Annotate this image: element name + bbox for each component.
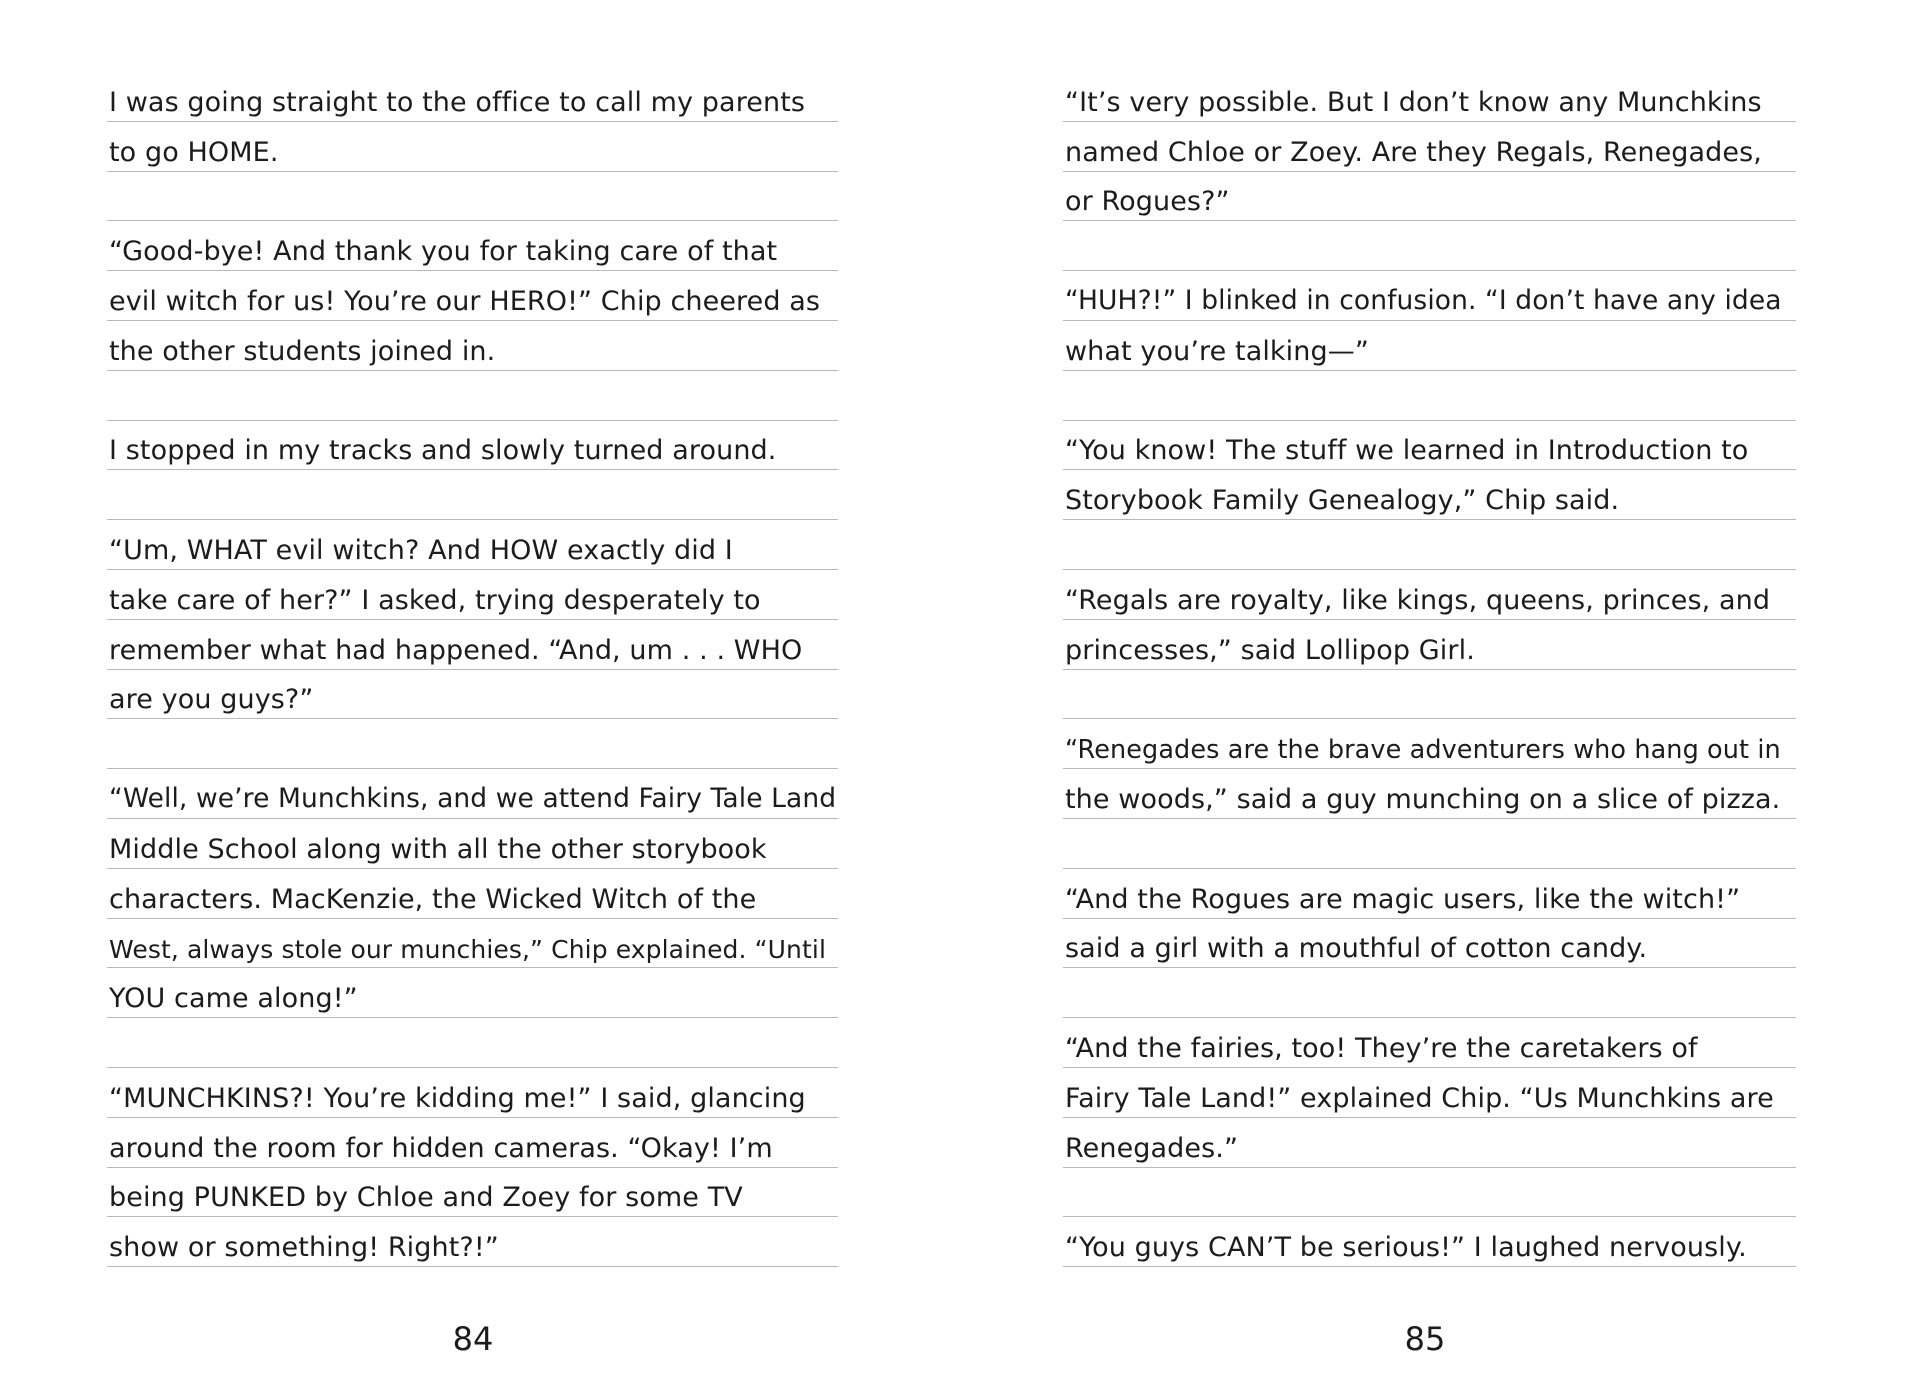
ruled-line — [107, 919, 838, 969]
ruled-line — [1063, 620, 1796, 670]
text-line: YOU came along!” — [109, 983, 358, 1015]
ruled-line — [1063, 1168, 1796, 1218]
ruled-line — [107, 968, 838, 1018]
text-line: “Well, we’re Munchkins, and we attend Fairy Tale Land — [109, 783, 837, 815]
text-line: “And the fairies, too! They’re the caretakers of — [1065, 1032, 1698, 1064]
text-line: “Regals are royalty, like kings, queens, princes, and — [1065, 584, 1771, 616]
text-line: I stopped in my tracks and slowly turned around. — [109, 435, 777, 467]
ruled-line — [107, 520, 838, 570]
text-line: “You guys CAN’T be serious!” I laughed nervously. — [1065, 1232, 1747, 1264]
ruled-line — [1063, 670, 1796, 720]
text-line: “Good-bye! And thank you for taking care of that — [109, 236, 778, 268]
ruled-line — [1063, 819, 1796, 869]
text-line: “It’s very possible. But I don’t know any Munchkins — [1065, 86, 1762, 118]
ruled-line — [107, 122, 838, 172]
text-line: said a girl with a mouthful of cotton candy. — [1065, 933, 1648, 965]
ruled-line — [107, 72, 838, 122]
ruled-line — [1063, 570, 1796, 620]
text-line: Middle School along with all the other storybook — [109, 833, 767, 865]
ruled-line — [107, 271, 838, 321]
text-line: or Rogues?” — [1065, 186, 1230, 218]
ruled-line — [1063, 869, 1796, 919]
text-line: being PUNKED by Chloe and Zoey for some TV — [109, 1182, 743, 1214]
text-line: the other students joined in. — [109, 335, 496, 367]
ruled-line — [107, 172, 838, 222]
right-page — [960, 0, 1921, 1396]
ruled-line — [1063, 919, 1796, 969]
ruled-line — [107, 570, 838, 620]
ruled-line — [1063, 371, 1796, 421]
text-line: “HUH?!” I blinked in confusion. “I don’t have any idea — [1065, 285, 1782, 317]
text-line: princesses,” said Lollipop Girl. — [1065, 634, 1475, 666]
text-line: Storybook Family Genealogy,” Chip said. — [1065, 485, 1620, 517]
text-line: take care of her?” I asked, trying desperately to — [109, 584, 761, 616]
ruled-line — [107, 421, 838, 471]
ruled-line — [1063, 72, 1796, 122]
right-page-lines — [1063, 72, 1796, 1267]
text-line: I was going straight to the office to call my parents — [109, 86, 806, 118]
text-line: “Renegades are the brave adventurers who hang out in — [1065, 734, 1781, 765]
ruled-line — [107, 371, 838, 421]
text-line: characters. MacKenzie, the Wicked Witch of the — [109, 883, 757, 915]
ruled-line — [1063, 1217, 1796, 1267]
ruled-line — [107, 769, 838, 819]
text-line: “You know! The stuff we learned in Introduction to — [1065, 435, 1749, 467]
ruled-line — [1063, 719, 1796, 769]
left-page-number: 84 — [452, 1320, 494, 1358]
text-line: show or something! Right?!” — [109, 1232, 499, 1264]
text-line: are you guys?” — [109, 684, 314, 716]
ruled-line — [1063, 271, 1796, 321]
ruled-line — [107, 819, 838, 869]
text-line: to go HOME. — [109, 136, 279, 168]
ruled-line — [107, 670, 838, 720]
text-line: the woods,” said a guy munching on a slice of pizza. — [1065, 783, 1781, 815]
text-line: “MUNCHKINS?! You’re kidding me!” I said, glancing — [109, 1082, 806, 1114]
ruled-line — [107, 1217, 838, 1267]
ruled-line — [107, 1168, 838, 1218]
text-line: West, always stole our munchies,” Chip explained. “Until — [109, 935, 827, 965]
ruled-line — [107, 869, 838, 919]
ruled-line — [1063, 421, 1796, 471]
ruled-line — [1063, 520, 1796, 570]
ruled-line — [107, 1068, 838, 1118]
left-page-lines — [107, 72, 838, 1267]
right-page-number: 85 — [1404, 1320, 1446, 1358]
text-line: around the room for hidden cameras. “Okay! I’m — [109, 1132, 773, 1164]
ruled-line — [107, 470, 838, 520]
text-line: named Chloe or Zoey. Are they Regals, Renegades, — [1065, 136, 1762, 168]
ruled-line — [1063, 1018, 1796, 1068]
text-line: “Um, WHAT evil witch? And HOW exactly did I — [109, 534, 733, 566]
ruled-line — [1063, 968, 1796, 1018]
ruled-line — [1063, 321, 1796, 371]
ruled-line — [1063, 221, 1796, 271]
ruled-line — [1063, 172, 1796, 222]
ruled-line — [1063, 1118, 1796, 1168]
ruled-line — [1063, 769, 1796, 819]
text-line: evil witch for us! You’re our HERO!” Chip cheered as — [109, 285, 821, 317]
ruled-line — [1063, 470, 1796, 520]
ruled-line — [107, 321, 838, 371]
text-line: Renegades.” — [1065, 1132, 1239, 1164]
text-line: “And the Rogues are magic users, like the witch!” — [1065, 883, 1741, 915]
text-line: what you’re talking—” — [1065, 335, 1369, 367]
text-line: remember what had happened. “And, um . . . WHO — [109, 634, 803, 666]
ruled-line — [107, 620, 838, 670]
ruled-line — [1063, 1068, 1796, 1118]
left-page — [0, 0, 960, 1396]
ruled-line — [107, 1018, 838, 1068]
ruled-line — [107, 719, 838, 769]
text-line: Fairy Tale Land!” explained Chip. “Us Munchkins are — [1065, 1082, 1774, 1114]
ruled-line — [1063, 122, 1796, 172]
ruled-line — [107, 1118, 838, 1168]
ruled-line — [107, 221, 838, 271]
